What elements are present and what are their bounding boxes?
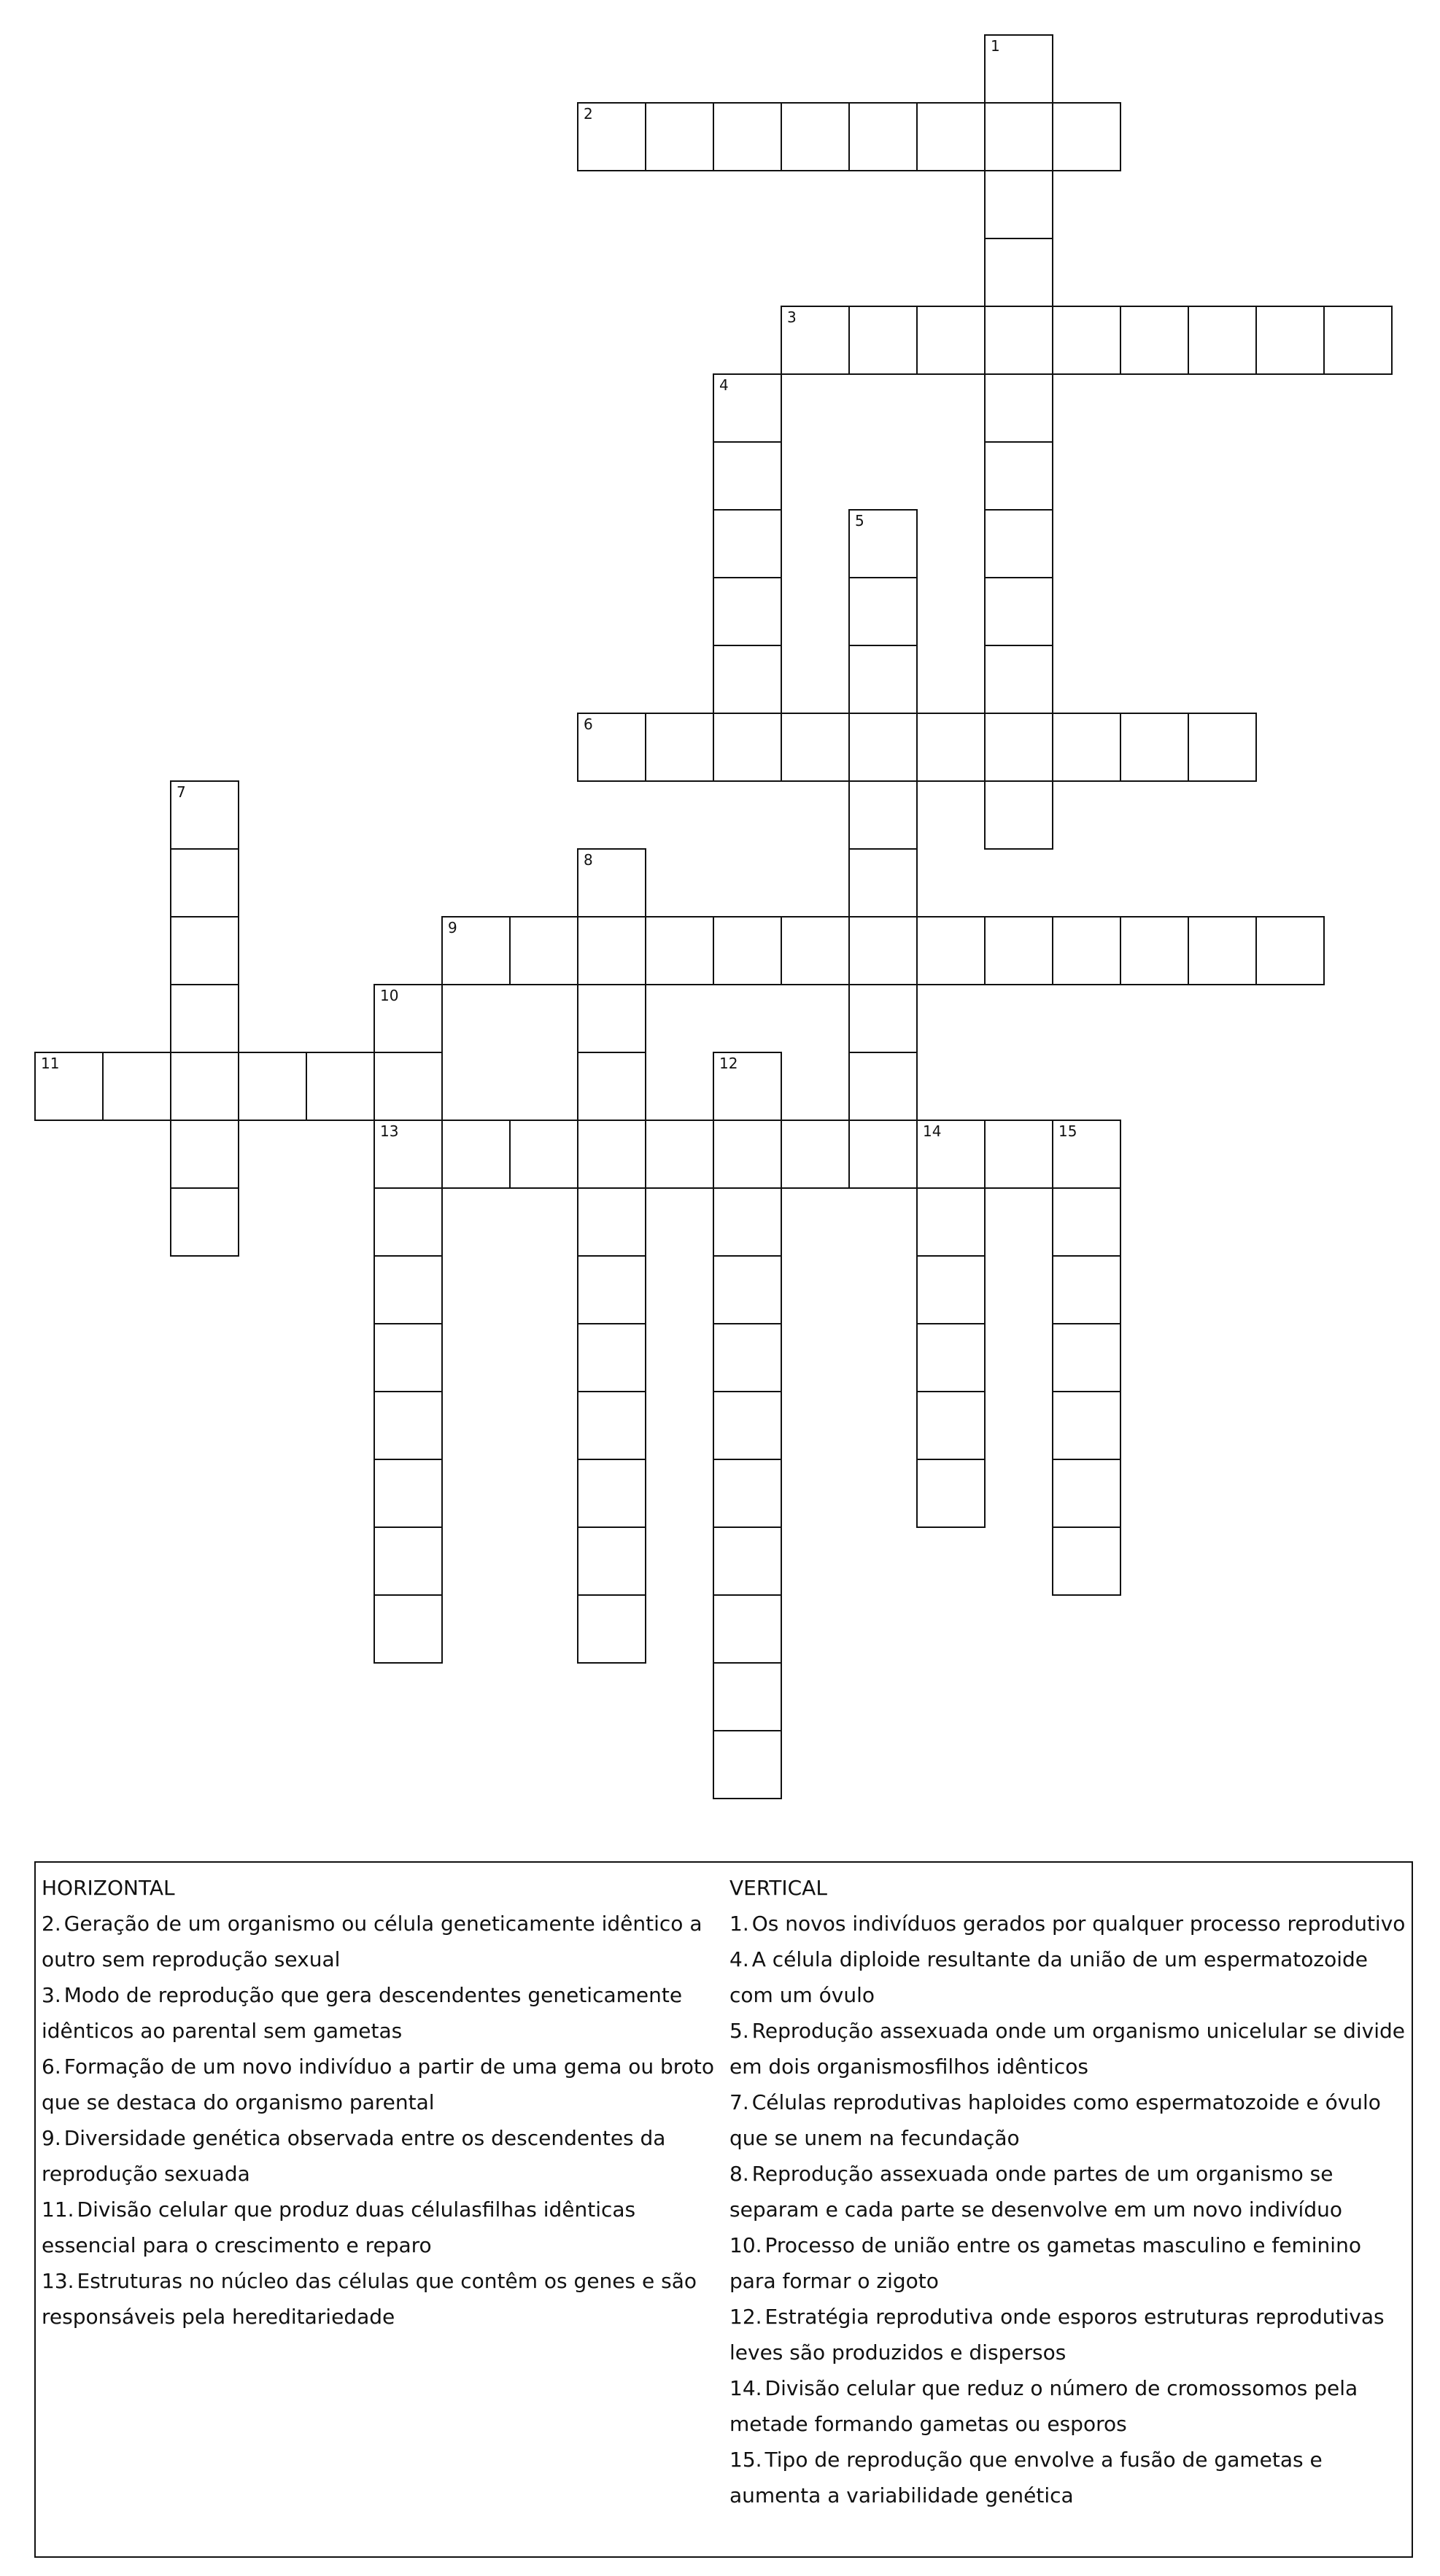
grid-cell[interactable] [577,1526,646,1596]
grid-cell[interactable] [645,1120,714,1189]
grid-cell[interactable] [577,713,646,782]
clue-item [42,2120,720,2192]
grid-cell[interactable] [916,713,986,782]
grid-cell[interactable] [713,102,782,171]
grid-cell[interactable] [238,1052,307,1121]
clue-item-text: Estratégia reprodutiva onde esporos estruturas reprodutivas leves são produzidos e dispersos [729,2305,1385,2364]
clue-item-text: Processo de união entre os gametas masculino e feminino para formar o zigoto [729,2233,1361,2293]
grid-cell[interactable] [373,1594,443,1664]
grid-cell[interactable] [577,1120,646,1189]
grid-cell[interactable] [848,577,918,646]
clue-item-number: 7. [729,2090,749,2114]
clue-item [729,2442,1408,2513]
clue-number: 11 [41,1055,60,1072]
grid-cell[interactable] [1323,306,1393,375]
grid-cell[interactable] [170,1052,239,1121]
grid-cell[interactable] [781,102,850,171]
clue-item-text: Divisão celular que reduz o número de cromossomos pela metade formando gametas ou esporos [729,2376,1358,2436]
grid-cell[interactable] [984,238,1053,307]
grid-cell[interactable] [713,645,782,714]
clue-item-number: 4. [729,1947,749,1971]
grid-cell[interactable] [984,170,1053,239]
clue-item-text: Divisão celular que produz duas célulasfilhas idênticas essencial para o crescimento e reparo [42,2197,636,2257]
grid-cell[interactable] [713,916,782,985]
clue-number: 7 [177,783,186,801]
clues-box [34,1861,1413,2558]
horizontal-clue-list [42,1906,720,2335]
grid-cell[interactable] [170,916,239,985]
grid-cell[interactable] [577,916,646,985]
grid-cell[interactable] [1052,306,1121,375]
grid-cell[interactable] [1052,1187,1121,1257]
grid-cell[interactable] [170,984,239,1053]
clue-item-text: Tipo de reprodução que envolve a fusão de gametas e aumenta a variabilidade genética [729,2448,1323,2507]
grid-cell[interactable] [373,1391,443,1460]
grid-cell[interactable] [373,984,443,1053]
grid-cell[interactable] [984,102,1053,171]
grid-cell[interactable] [848,1052,918,1121]
grid-cell[interactable] [170,780,239,850]
grid-cell[interactable] [306,1052,375,1121]
clue-number: 6 [584,715,593,733]
grid-cell[interactable] [848,713,918,782]
grid-cell[interactable] [441,916,511,985]
grid-cell[interactable] [102,1052,171,1121]
clue-item-text: Formação de um novo indivíduo a partir de uma gema ou broto que se destaca do organismo parental [42,2055,714,2114]
grid-cell[interactable] [781,1120,850,1189]
grid-cell[interactable] [1120,916,1189,985]
grid-cell[interactable] [577,984,646,1053]
grid-cell[interactable] [713,1662,782,1731]
clue-item [729,1941,1408,2013]
clue-number: 3 [787,309,797,326]
grid-cell[interactable] [577,102,646,171]
grid-cell[interactable] [1052,916,1121,985]
grid-cell[interactable] [916,1120,986,1189]
clue-item [729,1906,1408,1941]
grid-cell[interactable] [1255,916,1325,985]
clue-number: 15 [1058,1122,1077,1140]
clue-item [42,2049,720,2120]
clue-item-text: Reprodução assexuada onde partes de um organismo se separam e cada parte se desenvolve em um novo indivíduo [729,2162,1342,2222]
grid-cell[interactable] [1052,1526,1121,1596]
grid-cell[interactable] [713,1594,782,1664]
grid-cell[interactable] [848,306,918,375]
grid-cell[interactable] [781,916,850,985]
grid-cell[interactable] [373,1255,443,1324]
clue-item-number: 10. [729,2233,762,2257]
grid-cell[interactable] [1120,713,1189,782]
grid-cell[interactable] [781,713,850,782]
grid-cell[interactable] [848,102,918,171]
grid-cell[interactable] [713,1459,782,1528]
grid-cell[interactable] [848,916,918,985]
clue-item-text: Estruturas no núcleo das células que contêm os genes e são responsáveis pela hereditariedade [42,2269,697,2329]
clue-item [729,2299,1408,2370]
grid-cell[interactable] [645,713,714,782]
grid-cell[interactable] [916,916,986,985]
grid-cell[interactable] [984,1120,1053,1189]
clue-item-text: Modo de reprodução que gera descendentes geneticamente idênticos ao parental sem gametas [42,1983,683,2043]
grid-cell[interactable] [984,577,1053,646]
grid-cell[interactable] [577,1594,646,1664]
clue-number: 10 [380,987,399,1004]
clue-item-number: 13. [42,2269,74,2293]
grid-cell[interactable] [441,1120,511,1189]
grid-cell[interactable] [713,1391,782,1460]
clue-number: 13 [380,1122,399,1140]
grid-cell[interactable] [713,1526,782,1596]
clue-number: 12 [719,1055,738,1072]
grid-cell[interactable] [577,1391,646,1460]
grid-cell[interactable] [984,713,1053,782]
grid-cell[interactable] [713,1323,782,1392]
grid-cell[interactable] [1255,306,1325,375]
clue-number: 1 [991,37,1000,55]
grid-cell[interactable] [984,441,1053,511]
grid-cell[interactable] [577,1459,646,1528]
clue-item [42,1977,720,2049]
clue-number: 14 [923,1122,942,1140]
clue-item-number: 12. [729,2305,762,2329]
grid-cell[interactable] [916,1459,986,1528]
grid-cell[interactable] [848,780,918,850]
grid-cell[interactable] [1188,713,1257,782]
grid-cell[interactable] [848,848,918,917]
horizontal-clues [42,1870,720,2335]
clue-item-number: 8. [729,2162,749,2186]
clue-item-text: Células reprodutivas haploides como espermatozoide e óvulo que se unem na fecundação [729,2090,1381,2150]
clue-item-text: Reprodução assexuada onde um organismo unicelular se divide em dois organismosfilhos idênticos [729,2019,1406,2079]
grid-cell[interactable] [1052,1459,1121,1528]
grid-cell[interactable] [373,1323,443,1392]
grid-cell[interactable] [713,1120,782,1189]
grid-cell[interactable] [1052,1255,1121,1324]
grid-cell[interactable] [577,848,646,917]
vertical-clues [729,1870,1408,2513]
vertical-clue-list [729,1906,1408,2513]
clue-item [42,2192,720,2263]
grid-cell[interactable] [916,1323,986,1392]
grid-cell[interactable] [984,373,1053,443]
clue-number: 8 [584,851,593,869]
grid-cell[interactable] [781,306,850,375]
grid-cell[interactable] [848,509,918,578]
clue-item [42,2263,720,2335]
grid-cell[interactable] [373,1459,443,1528]
grid-cell[interactable] [848,984,918,1053]
grid-cell[interactable] [34,1052,104,1121]
grid-cell[interactable] [1188,916,1257,985]
clue-item-number: 9. [42,2126,61,2150]
grid-cell[interactable] [1052,102,1121,171]
grid-cell[interactable] [170,1187,239,1257]
grid-cell[interactable] [577,1255,646,1324]
grid-cell[interactable] [509,916,578,985]
grid-cell[interactable] [984,780,1053,850]
clue-item-text: Diversidade genética observada entre os descendentes da reprodução sexuada [42,2126,666,2186]
grid-cell[interactable] [1052,1391,1121,1460]
grid-cell[interactable] [713,1187,782,1257]
grid-cell[interactable] [170,1120,239,1189]
grid-cell[interactable] [713,441,782,511]
clue-item-number: 6. [42,2055,61,2079]
grid-cell[interactable] [848,1120,918,1189]
grid-cell[interactable] [713,509,782,578]
grid-cell[interactable] [1052,713,1121,782]
clue-item-text: Geração de um organismo ou célula geneticamente idêntico a outro sem reprodução sexual [42,1912,702,1971]
grid-cell[interactable] [713,373,782,443]
grid-cell[interactable] [984,306,1053,375]
clue-item-number: 11. [42,2197,74,2222]
grid-cell[interactable] [645,102,714,171]
grid-cell[interactable] [1188,306,1257,375]
clue-number: 9 [448,919,457,936]
clue-number: 4 [719,376,729,394]
clue-item [729,2156,1408,2227]
clue-number: 2 [584,105,593,123]
grid-cell[interactable] [984,509,1053,578]
grid-cell[interactable] [373,1526,443,1596]
grid-cell[interactable] [373,1187,443,1257]
grid-cell[interactable] [916,1255,986,1324]
grid-cell[interactable] [577,1052,646,1121]
grid-cell[interactable] [984,34,1053,104]
clue-item-number: 15. [729,2448,762,2472]
grid-cell[interactable] [577,1187,646,1257]
grid-cell[interactable] [916,1391,986,1460]
clue-item-number: 5. [729,2019,749,2043]
grid-cell[interactable] [713,1730,782,1799]
clue-item-text: Os novos indivíduos gerados por qualquer processo reprodutivo [751,1912,1406,1936]
grid-cell[interactable] [916,1187,986,1257]
grid-cell[interactable] [713,1052,782,1121]
clue-item [42,1906,720,1977]
grid-cell[interactable] [373,1120,443,1189]
grid-cell[interactable] [577,1323,646,1392]
grid-cell[interactable] [1120,306,1189,375]
clue-item [729,2013,1408,2084]
clue-item-number: 1. [729,1912,749,1936]
grid-cell[interactable] [509,1120,578,1189]
grid-cell[interactable] [713,1255,782,1324]
clue-item-number: 14. [729,2376,762,2400]
grid-cell[interactable] [645,916,714,985]
horizontal-title: HORIZONTAL [42,1876,175,1900]
clue-number: 5 [855,512,864,529]
clue-item [729,2227,1408,2299]
grid-cell[interactable] [1052,1323,1121,1392]
grid-cell[interactable] [848,645,918,714]
grid-cell[interactable] [916,306,986,375]
grid-cell[interactable] [170,848,239,917]
clue-item-number: 3. [42,1983,61,2007]
grid-cell[interactable] [916,102,986,171]
vertical-title: VERTICAL [729,1876,827,1900]
grid-cell[interactable] [713,713,782,782]
clue-item-text: A célula diploide resultante da união de um espermatozoide com um óvulo [729,1947,1368,2007]
grid-cell[interactable] [1052,1120,1121,1189]
grid-cell[interactable] [713,577,782,646]
clue-item [729,2084,1408,2156]
grid-cell[interactable] [984,645,1053,714]
clue-item-number: 2. [42,1912,61,1936]
clue-item [729,2370,1408,2442]
grid-cell[interactable] [984,916,1053,985]
grid-cell[interactable] [373,1052,443,1121]
